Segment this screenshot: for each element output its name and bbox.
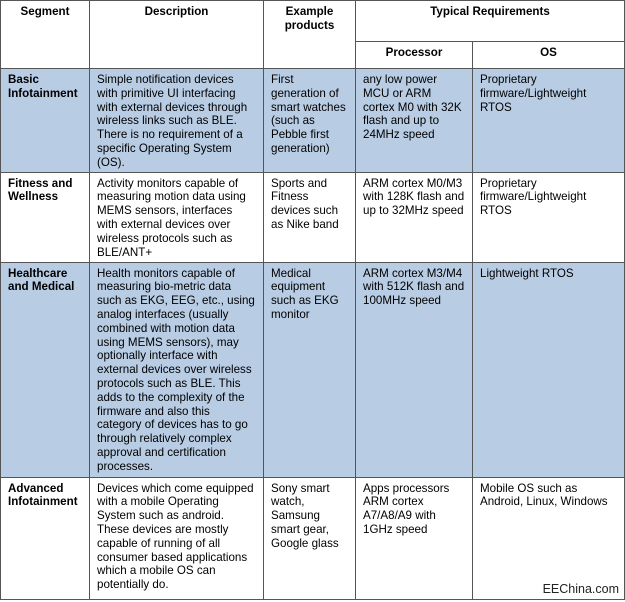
os-cell: Proprietary firmware/Lightweight RTOS <box>473 69 625 173</box>
processor-cell: ARM cortex M3/M4 with 512K flash and 100MHz speed <box>356 262 473 477</box>
watermark-text: EEChina.com <box>542 582 619 596</box>
segment-cell: Fitness and Wellness <box>1 172 90 262</box>
header-row <box>1 1 625 42</box>
table-row <box>1 262 625 477</box>
description-cell: Health monitors capable of measuring bio-metric data such as EKG, EEG, etc., using analog interfaces (usually combined with motion data using MEMS sensors), may optionally interface with external devices over wireless protocols such as BLE. This adds to the complexity of the firmware and also this category of devices has to go through relatively complex approval and certification processes. <box>90 262 264 477</box>
example-products-header: Example products <box>264 1 356 69</box>
table-row <box>1 69 625 173</box>
examples-cell: First generation of smart watches (such as Pebble first generation) <box>264 69 356 173</box>
examples-cell: Sony smart watch, Samsung smart gear, Google glass <box>264 477 356 599</box>
description-cell: Activity monitors capable of measuring motion data using MEMS sensors, interfaces with external devices over wireless protocols such as BLE/ANT+ <box>90 172 264 262</box>
table-row <box>1 172 625 262</box>
os-cell: Lightweight RTOS <box>473 262 625 477</box>
description-header: Description <box>90 1 264 69</box>
processor-header: Processor <box>356 42 473 69</box>
table-row <box>1 477 625 599</box>
processor-cell: ARM cortex M0/M3 with 128K flash and up to 32MHz speed <box>356 172 473 262</box>
os-header: OS <box>473 42 625 69</box>
examples-cell: Medical equipment such as EKG monitor <box>264 262 356 477</box>
examples-cell: Sports and Fitness devices such as Nike band <box>264 172 356 262</box>
description-cell: Simple notification devices with primitive UI interfacing with external devices through wireless links such as BLE. There is no requirement of a specific Operating System (OS). <box>90 69 264 173</box>
typical-requirements-header: Typical Requirements <box>356 1 625 42</box>
description-cell: Devices which come equipped with a mobile Operating System such as android. These devices are mostly capable of running of all consumer based applications which a mobile OS can potentially do. <box>90 477 264 599</box>
processor-cell: any low power MCU or ARM cortex M0 with 32K flash and up to 24MHz speed <box>356 69 473 173</box>
segment-cell: Healthcare and Medical <box>1 262 90 477</box>
processor-cell: Apps processors ARM cortex A7/A8/A9 with 1GHz speed <box>356 477 473 599</box>
os-cell: Mobile OS such as Android, Linux, Windows <box>473 477 625 599</box>
segment-cell: Basic Infotainment <box>1 69 90 173</box>
segment-header: Segment <box>1 1 90 69</box>
os-cell: Proprietary firmware/Lightweight RTOS <box>473 172 625 262</box>
segment-cell: Advanced Infotainment <box>1 477 90 599</box>
